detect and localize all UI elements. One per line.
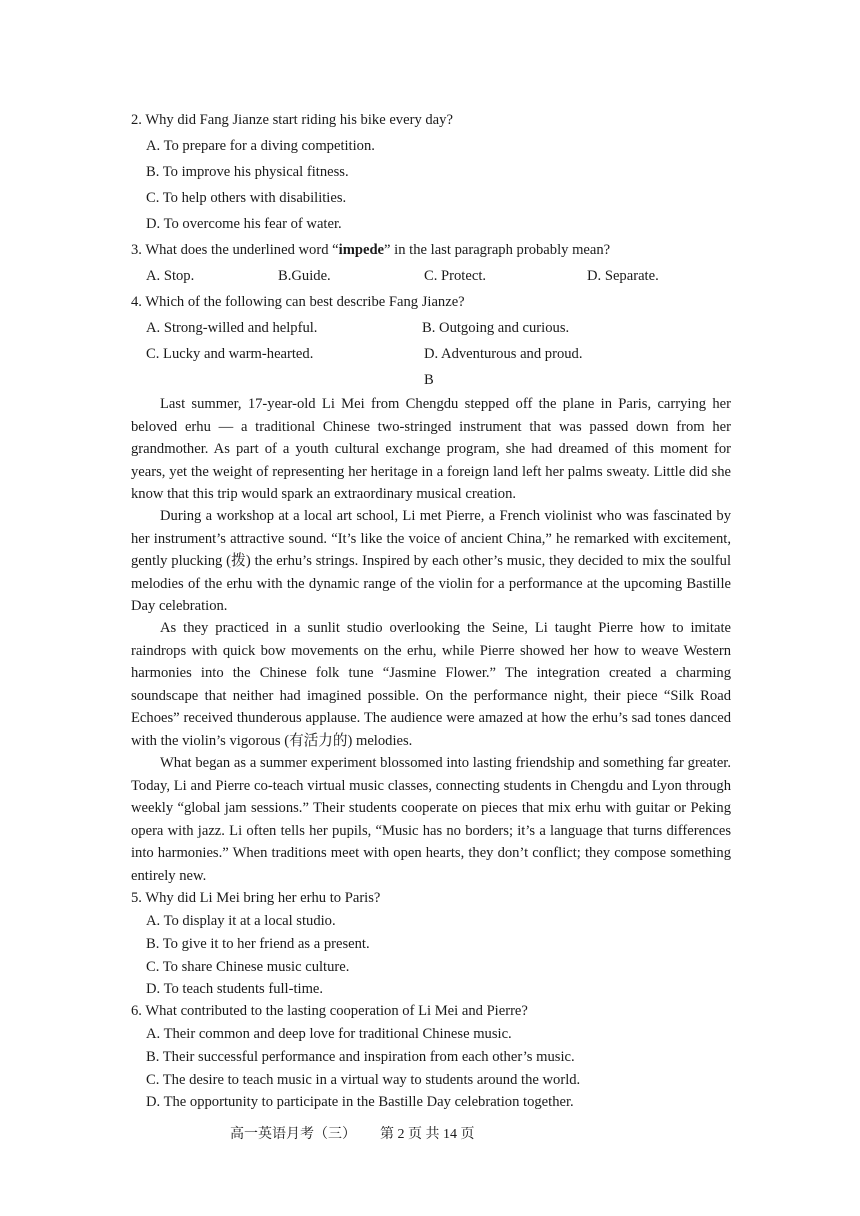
question-3-keyword: impede — [338, 242, 385, 258]
question-3-stem — [131, 241, 610, 259]
question-5-option-c: C. To share Chinese music culture. — [146, 959, 350, 975]
question-6-option-d: D. The opportunity to participate in the Bastille Day celebration together. — [146, 1094, 574, 1110]
question-4-option-c: C. Lucky and warm-hearted. — [146, 346, 314, 362]
question-3-option-d: D. Separate. — [587, 268, 659, 284]
question-5-option-a: A. To display it at a local studio. — [146, 913, 336, 929]
question-6-stem: 6. What contributed to the lasting cooperation of Li Mei and Pierre? — [131, 1003, 528, 1019]
question-6-option-a: A. Their common and deep love for traditional Chinese music. — [146, 1026, 512, 1042]
question-3-option-c: C. Protect. — [424, 268, 487, 284]
question-4-option-b: B. Outgoing and curious. — [422, 320, 570, 336]
question-3-stem-post: ” in the last paragraph probably mean? — [384, 242, 611, 258]
question-3-stem-pre: 3. What does the underlined word “ — [131, 242, 339, 258]
question-4-option-d: D. Adventurous and proud. — [424, 346, 583, 362]
question-6-option-c: C. The desire to teach music in a virtual way to students around the world. — [146, 1072, 581, 1088]
question-2-option-b: B. To improve his physical fitness. — [146, 164, 349, 180]
question-5-option-d: D. To teach students full-time. — [146, 981, 324, 997]
footer-page-number: 第 2 页 共 14 页 — [380, 1127, 475, 1142]
question-4-stem: 4. Which of the following can best describe Fang Jianze? — [131, 294, 465, 310]
question-4-option-a: A. Strong-willed and helpful. — [146, 320, 318, 336]
question-2-stem: 2. Why did Fang Jianze start riding his bike every day? — [131, 112, 453, 128]
question-2-option-d: D. To overcome his fear of water. — [146, 216, 342, 232]
passage-paragraph-2: During a workshop at a local art school, Li met Pierre, a French violinist who was fascinated by her instrument’s attractive sound. “It’s like the voice of ancient China,” he remarked with excitement, gently plucking (拨) the erhu’s strings. Inspired by each other’s music, they decided to mix the soulful melodies of the erhu with the dynamic range of the violin for a performance at the upcoming Bastille Day celebration. — [131, 508, 731, 614]
passage-paragraph-1: Last summer, 17-year-old Li Mei from Chengdu stepped off the plane in Paris, carrying her beloved erhu — a traditional Chinese two-stringed instrument that was passed down from her grandmother. As part of a youth cultural exchange program, she had dreamed of this moment for years, yet the weight of representing her heritage in a foreign land left her palms sweaty. Little did she know that this trip would spark an extraordinary musical creation. — [131, 396, 731, 502]
footer-exam-title: 高一英语月考（三） — [230, 1127, 356, 1142]
question-2-option-c: C. To help others with disabilities. — [146, 190, 347, 206]
passage-paragraph-3: As they practiced in a sunlit studio overlooking the Seine, Li taught Pierre how to imitate raindrops with quick bow movements on the erhu, while Pierre showed her how to weave Western harmonies into the Chinese folk tune “Jasmine Flower.” The integration created a charming soundscape that neither had imagined possible. On the performance night, their piece “Silk Road Echoes” received thunderous applause. The audience were amazed at how the erhu’s sad tones danced with the violin’s vigorous (有活力的) melodies. — [131, 620, 731, 749]
question-6-option-b: B. Their successful performance and inspiration from each other’s music. — [146, 1049, 575, 1065]
question-2-option-a: A. To prepare for a diving competition. — [146, 138, 375, 154]
question-5-stem: 5. Why did Li Mei bring her erhu to Paris? — [131, 890, 381, 906]
question-5-option-b: B. To give it to her friend as a present. — [146, 936, 370, 952]
question-3-option-b: B.Guide. — [278, 268, 331, 284]
passage-paragraph-4: What began as a summer experiment blossomed into lasting friendship and something far greater. Today, Li and Pierre co-teach virtual music classes, connecting students in Chengdu and Lyon through weekly “global jam sessions.” Their students cooperate on pieces that mix erhu with guitar or Peking opera with jazz. Li often tells her pupils, “Music has no borders; it’s a language that turns differences into harmonies.” When traditions meet with open hearts, they don’t conflict; they compose something entirely new. — [131, 755, 731, 884]
section-label: B — [424, 372, 434, 388]
question-3-option-a: A. Stop. — [146, 268, 195, 284]
